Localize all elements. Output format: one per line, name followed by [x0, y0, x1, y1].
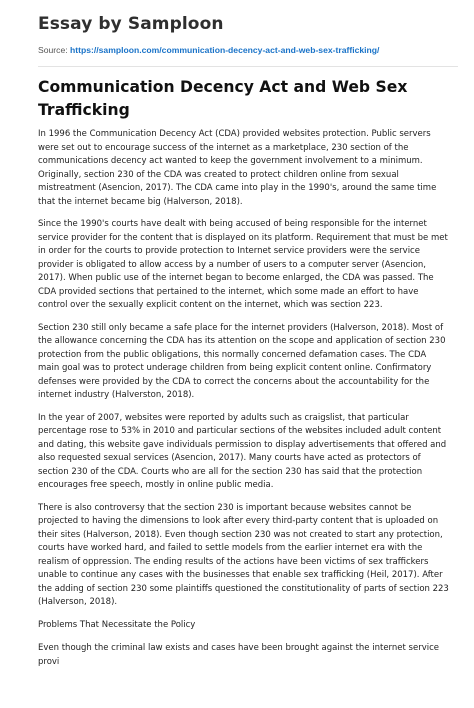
- paragraph: In the year of 2007, websites were reported by adults such as craigslist, that particular percentage rose to 53% in 2010 and particular sections of the websites included adult content and dating, this website gave individuals permission to display advertisements that offered and also requested sexual services (Asencion, 2017). Many courts have acted as protectors of section 230 of the CDA. Courts who are all for the section 230 has said that the protection encourages free speech, mostly in online public media.: [38, 412, 447, 490]
- source-line: [38, 45, 379, 55]
- header-divider: [38, 66, 458, 67]
- essay-body: [38, 128, 450, 678]
- source-link[interactable]: https://samploon.com/communication-decency-act-and-web-sex-trafficking/: [70, 45, 380, 55]
- paragraph: Section 230 still only became a safe place for the internet providers (Halverson, 2018). Most of the allowance concerning the CDA has its attention on the scope and application of section 230 protection from the public obligations, this normally concerned defamation cases. The CDA main goal was to protect underage children from being explicit content online. Confirmatory defenses were provided by the CDA to correct the concerns about the accountability for the internet industry (Halverston, 2018).: [38, 322, 446, 400]
- paragraph-truncated: Even though the criminal law exists and cases have been brought against the internet service provi: [38, 643, 439, 667]
- paragraph: Since the 1990's courts have dealt with being accused of being responsible for the internet service provider for the content that is displayed on its platform. Requirement that must be met in order for the courts to provide protection to Internet service providers were the service provider is obligated to allow access by a number of users to a computer server (Asencion, 2017). When public use of the internet began to become enlarged, the CDA was passed. The CDA provided sections that pertained to the internet, which some made an effort to have control over the sexually explicit content on the internet, which was section 223.: [38, 219, 448, 310]
- paragraph: There is also controversy that the section 230 is important because websites cannot be projected to having the dimensions to look after every third-party content that is uploaded on their sites (Halverson, 2018). Even though section 230 was not created to start any protection, courts have worked hard, and failed to settle models from the earlier internet era with the realism of oppression. The ending results of the actions have been victims of sex traffickers unable to continue any cases with the businesses that enable sex trafficking (Heil, 2017). After the adding of section 230 some plaintiffs questioned the constitutionality of parts of section 223 (Halverson, 2018).: [38, 502, 449, 607]
- site-brand: Essay by Samploon: [38, 14, 224, 34]
- section-subheading: Problems That Necessitate the Policy: [38, 619, 196, 630]
- essay-title: Communication Decency Act and Web Sex Trafficking: [38, 78, 408, 119]
- paragraph: In 1996 the Communication Decency Act (CDA) provided websites protection. Public servers were set out to encourage success of the internet as a marketplace, 230 section of the communications decency act wanted to keep the government involvement to a minimum. Originally, section 230 of the CDA was created to protect children online from sexual mistreatment (Asencion, 2017). The CDA came into play in the 1990's, around the same time that the internet became big (Halverson, 2018).: [38, 129, 437, 207]
- source-label: Source:: [38, 45, 71, 55]
